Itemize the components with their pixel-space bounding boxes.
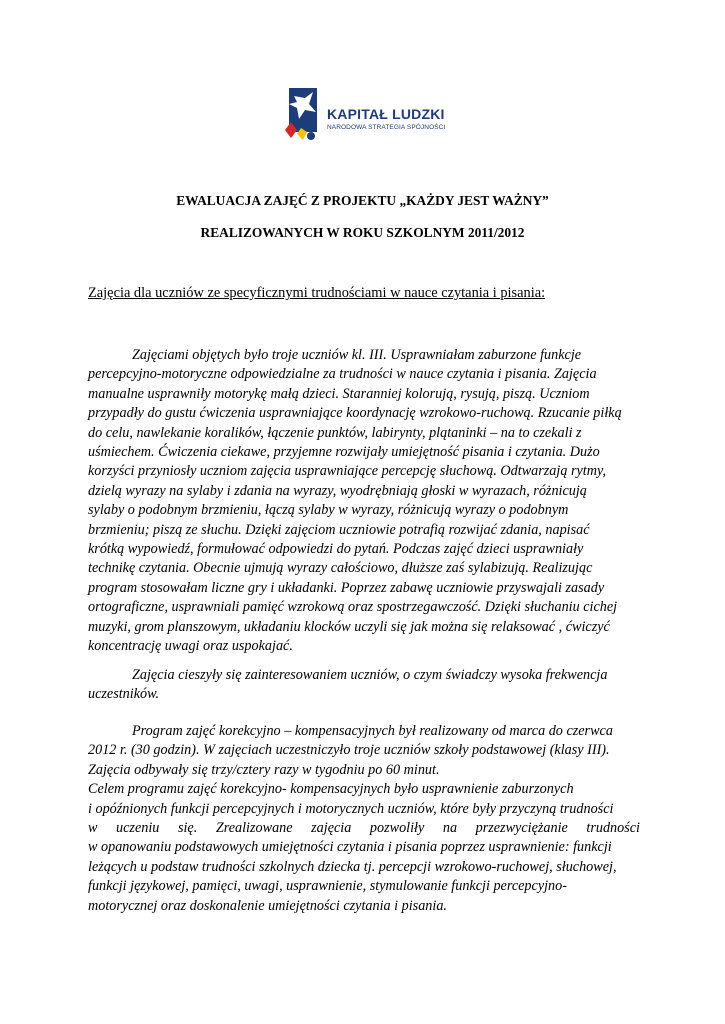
text-line: funkcji językowej, pamięci, uwagi, usprawnienie, stymulowanie funkcji percepcyjno- xyxy=(88,878,567,895)
text-line: w opanowaniu podstawowych umiejętności czytania i pisania poprzez usprawnienie: funkcji xyxy=(88,839,612,856)
text-line: krótką wypowiedź, formułować odpowiedzi do pytań. Podczas zajęć dzieci usprawniały xyxy=(88,541,584,558)
text-line: muzyki, grom planszowym, układaniu klocków uczyli się jak można się relaksować , ćwiczyć xyxy=(88,618,610,635)
text-line: program stosowałam liczne gry i układanki. Poprzez zabawę uczniowie przyswajali zasady xyxy=(88,579,605,596)
document-title: EWALUACJA ZAJĘĆ Z PROJEKTU „KAŻDY JEST WAŻNY” xyxy=(176,193,549,208)
text-line: Program zajęć korekcyjno – kompensacyjnych był realizowany od marca do czerwca xyxy=(132,723,613,739)
text-line: w uczeniu się. Zrealizowane zajęcia pozwoliły na przezwyciężanie trudności xyxy=(88,820,640,837)
text-line: motorycznej oraz doskonalenie umiejętności czytania i pisania. xyxy=(88,897,447,914)
text-line: leżących u podstaw trudności szkolnych dziecka tj. percepcji wzrokowo-ruchowej, słuchowej, xyxy=(88,858,617,875)
kapital-ludzki-emblem-icon xyxy=(283,86,321,146)
text-line: koncentrację uwagi oraz uspokajać. xyxy=(88,638,293,655)
text-line: korzyści przyniosły uczniom zajęcia usprawniające percepcję słuchową. Odtwarzają rytmy, xyxy=(88,463,607,480)
paragraph-1 xyxy=(88,346,640,657)
text-line: technikę czytania. Obecnie ujmują wyrazy całościowo, dłuższe zaś sylabizują. Realizując xyxy=(88,560,593,577)
text-line: uczestników. xyxy=(88,686,160,703)
text-line: ortograficzne, usprawniali pamięć wzrokową oraz spostrzegawczość. Dzięki słuchaniu cichej xyxy=(88,599,618,616)
text-line: Celem programu zajęć korekcyjno- kompensacyjnych było usprawnienie zaburzonych xyxy=(88,781,574,798)
text-line: uśmiechem. Ćwiczenia ciekawe, przyjemne rozwijały umiejętność pisania i czytania. Dużo xyxy=(88,444,600,461)
text-line: 2012 r. (30 godzin). W zajęciach uczestniczyło troje uczniów szkoły podstawowej (klasy III). xyxy=(88,742,610,759)
logo-title: KAPITAŁ LUDZKI xyxy=(327,106,445,122)
text-line: Zajęcia odbywały się trzy/cztery razy w tygodniu po 60 minut. xyxy=(88,761,440,778)
text-line: Zajęciami objętych było troje uczniów kl. III. Usprawniałam zaburzone funkcje xyxy=(132,347,582,363)
text-line: i opóźnionych funkcji percepcyjnych i motorycznych uczniów, które były przyczyną trudności xyxy=(88,800,614,817)
text-line: percepcyjno-motoryczne odpowiedzialne za trudności w nauce czytania i pisania. Zajęcia xyxy=(88,366,597,383)
text-line: dzielą wyrazy na sylaby i zdania na wyrazy, wyodrębniają głoski w wyrazach, różnicują xyxy=(88,482,587,499)
kapital-ludzki-logo xyxy=(283,86,453,146)
paragraph-3 xyxy=(88,722,640,916)
paragraph-2 xyxy=(88,666,640,705)
section-subtitle: Zajęcia dla uczniów ze specyficznymi trudnościami w nauce czytania i pisania: xyxy=(88,285,546,301)
text-line: przypadły do gustu ćwiczenia usprawniające koordynację wzrokowo-ruchową. Rzucanie piłką xyxy=(88,405,622,422)
text-line: manualne usprawniły motorykę małą dzieci. Staranniej kolorują, rysują, piszą. Uczniom xyxy=(88,385,590,402)
text-line: sylaby o podobnym brzmieniu, łączą sylaby w wyrazy, różnicują wyrazy o podobnym xyxy=(88,502,569,519)
text-line: brzmieniu; piszą ze słuchu. Dzięki zajęciom uczniowie potrafią rozwijać zdania, napisać xyxy=(88,521,590,538)
text-line: Zajęcia cieszyły się zainteresowaniem uczniów, o czym świadczy wysoka frekwencja xyxy=(132,667,608,683)
document-title-line2: REALIZOWANYCH W ROKU SZKOLNYM 2011/2012 xyxy=(200,225,525,240)
logo-subtitle: NARODOWA STRATEGIA SPÓJNOŚCI xyxy=(327,124,446,131)
text-line: do celu, nawlekanie koralików, łączenie punktów, labirynty, plątaninki – na to czekali z xyxy=(88,424,582,441)
